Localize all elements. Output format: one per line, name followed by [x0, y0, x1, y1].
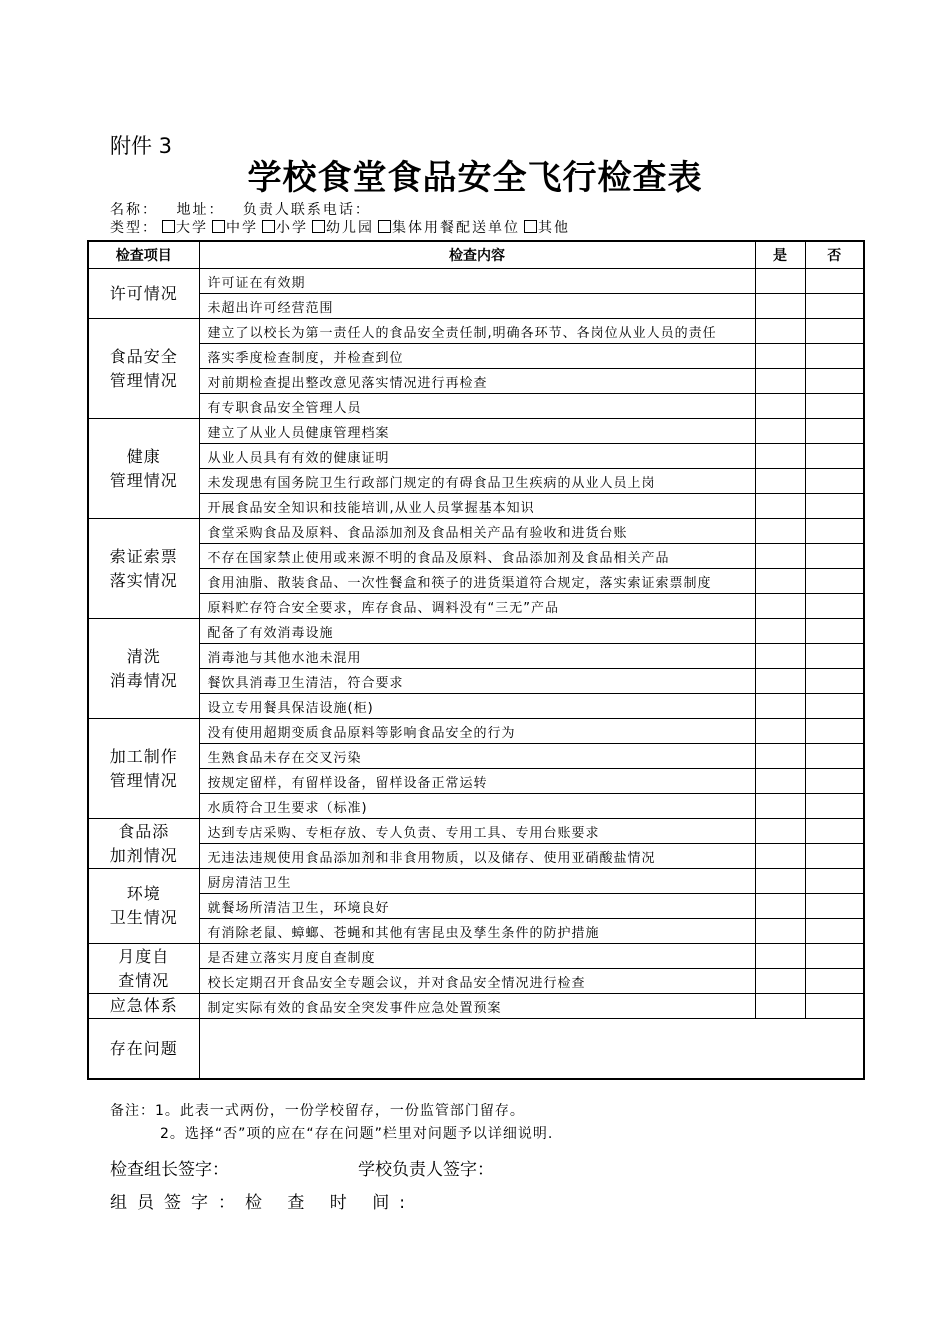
table-row [88, 394, 864, 419]
check-item: 食用油脂、散装食品、一次性餐盒和筷子的进货渠道符合规定，落实索证索票制度 [199, 569, 755, 594]
no-cell[interactable] [805, 569, 864, 594]
no-cell[interactable] [805, 444, 864, 469]
table-row [88, 794, 864, 819]
no-cell[interactable] [805, 719, 864, 744]
no-cell[interactable] [805, 819, 864, 844]
category-label: 管理情况 [109, 370, 178, 390]
table-row [88, 569, 864, 594]
table-row [88, 444, 864, 469]
no-cell[interactable] [805, 369, 864, 394]
no-cell[interactable] [805, 769, 864, 794]
yes-cell[interactable] [755, 969, 805, 994]
no-cell[interactable] [805, 644, 864, 669]
issues-row [88, 1019, 864, 1080]
table-row [88, 594, 864, 619]
type-option-label: 幼儿园 [326, 220, 374, 236]
yes-cell[interactable] [755, 694, 805, 719]
notes [110, 1100, 553, 1146]
check-item: 按规定留样，有留样设备，留样设备正常运转 [199, 769, 755, 794]
table-row [88, 744, 864, 769]
inspection-table [87, 240, 865, 1080]
category-label: 清洗 [126, 646, 161, 666]
checkbox-icon[interactable] [212, 220, 225, 233]
yes-cell[interactable] [755, 844, 805, 869]
table-row [88, 519, 864, 544]
attachment-label: 附件 3 [110, 134, 173, 158]
category-cell [88, 269, 199, 319]
category-cell [88, 419, 199, 519]
yes-cell[interactable] [755, 744, 805, 769]
issues-field[interactable] [199, 1019, 864, 1080]
yes-cell[interactable] [755, 769, 805, 794]
no-cell[interactable] [805, 744, 864, 769]
table-row [88, 294, 864, 319]
category-label: 环境 [126, 884, 161, 903]
category-label: 索证索票 [109, 546, 178, 566]
category-label: 应急体系 [109, 996, 178, 1015]
yes-cell[interactable] [755, 544, 805, 569]
type-label: 类型： [110, 220, 158, 236]
no-cell[interactable] [805, 319, 864, 344]
no-cell[interactable] [805, 594, 864, 619]
yes-cell[interactable] [755, 619, 805, 644]
yes-cell[interactable] [755, 569, 805, 594]
no-cell[interactable] [805, 794, 864, 819]
table-row [88, 994, 864, 1019]
no-cell[interactable] [805, 619, 864, 644]
table-row [88, 494, 864, 519]
check-item: 没有使用超期变质食品原料等影响食品安全的行为 [199, 719, 755, 744]
column-header-content: 检查内容 [199, 241, 755, 269]
category-label: 健康 [126, 446, 161, 466]
category-cell [88, 319, 199, 419]
no-cell[interactable] [805, 869, 864, 894]
category-cell [88, 619, 199, 719]
document-title: 学校食堂食品安全飞行检查表 [247, 158, 703, 198]
table-row [88, 769, 864, 794]
table-row [88, 369, 864, 394]
check-item: 对前期检查提出整改意见落实情况进行再检查 [199, 369, 755, 394]
yes-cell[interactable] [755, 394, 805, 419]
header-fields [110, 199, 383, 219]
table-row [88, 319, 864, 344]
category-label: 查情况 [118, 970, 170, 990]
table-row [88, 544, 864, 569]
table-row [88, 469, 864, 494]
table-row [88, 619, 864, 644]
check-item: 许可证在有效期 [199, 269, 755, 294]
category-label: 食品安全 [109, 346, 178, 366]
check-item: 水质符合卫生要求（标准) [199, 794, 755, 819]
check-item: 未超出许可经营范围 [199, 294, 755, 319]
checkbox-icon[interactable] [262, 220, 275, 233]
category-label: 食品添 [118, 821, 170, 841]
category-cell [88, 994, 199, 1019]
table-row [88, 344, 864, 369]
table-row [88, 969, 864, 994]
no-cell[interactable] [805, 669, 864, 694]
table-row [88, 669, 864, 694]
check-item: 配备了有效消毒设施 [199, 619, 755, 644]
category-label: 消毒情况 [109, 670, 178, 690]
table-row [88, 844, 864, 869]
check-item: 是否建立落实月度自查制度 [199, 944, 755, 969]
table-body [88, 269, 864, 1019]
check-item: 无违法违规使用食品添加剂和非食用物质，以及储存、使用亚硝酸盐情况 [199, 844, 755, 869]
category-cell [88, 519, 199, 619]
no-cell[interactable] [805, 344, 864, 369]
yes-cell[interactable] [755, 269, 805, 294]
check-item: 食堂采购食品及原料、食品添加剂及食品相关产品有验收和进货台账 [199, 519, 755, 544]
check-item: 未发现患有国务院卫生行政部门规定的有碍食品卫生疾病的从业人员上岗 [199, 469, 755, 494]
yes-cell[interactable] [755, 319, 805, 344]
yes-cell[interactable] [755, 719, 805, 744]
signature-row [110, 1155, 494, 1180]
yes-cell[interactable] [755, 369, 805, 394]
check-item: 达到专店采购、专柜存放、专人负责、专用工具、专用台账要求 [199, 819, 755, 844]
no-cell[interactable] [805, 519, 864, 544]
table-row [88, 269, 864, 294]
no-cell[interactable] [805, 969, 864, 994]
no-cell[interactable] [805, 469, 864, 494]
checkbox-icon[interactable] [312, 220, 325, 233]
check-item: 不存在国家禁止使用或来源不明的食品及原料、食品添加剂及食品相关产品 [199, 544, 755, 569]
table-row [88, 719, 864, 744]
no-cell[interactable] [805, 394, 864, 419]
yes-cell[interactable] [755, 819, 805, 844]
type-options [158, 220, 570, 236]
note-2: 2。选择“否”项的应在“存在问题”栏里对问题予以详细说明. [160, 1126, 554, 1142]
table-row [88, 894, 864, 919]
category-label: 卫生情况 [109, 908, 178, 927]
no-cell[interactable] [805, 494, 864, 519]
category-label: 许可情况 [109, 283, 178, 303]
yes-cell[interactable] [755, 469, 805, 494]
check-item: 从业人员具有有效的健康证明 [199, 444, 755, 469]
yes-cell[interactable] [755, 794, 805, 819]
category-label: 管理情况 [109, 470, 178, 490]
type-option-label: 大学 [176, 220, 208, 236]
no-cell[interactable] [805, 919, 864, 944]
check-item: 设立专用餐具保洁设施(柜) [199, 694, 755, 719]
yes-cell[interactable] [755, 344, 805, 369]
no-cell[interactable] [805, 894, 864, 919]
no-cell[interactable] [805, 844, 864, 869]
check-item: 厨房清洁卫生 [199, 869, 755, 894]
no-cell[interactable] [805, 294, 864, 319]
checkbox-icon[interactable] [524, 220, 537, 233]
no-cell[interactable] [805, 419, 864, 444]
category-label: 落实情况 [109, 570, 178, 590]
no-cell[interactable] [805, 269, 864, 294]
no-cell[interactable] [805, 544, 864, 569]
column-header-no: 否 [805, 241, 864, 269]
yes-cell[interactable] [755, 444, 805, 469]
column-header-yes: 是 [755, 241, 805, 269]
members-signature-label: 组员签字：检 查 时 间: [110, 1193, 415, 1213]
yes-cell[interactable] [755, 644, 805, 669]
table-row [88, 919, 864, 944]
check-item: 原料贮存符合安全要求，库存食品、调料没有“三无”产品 [199, 594, 755, 619]
yes-cell[interactable] [755, 669, 805, 694]
type-option-label: 中学 [226, 220, 258, 236]
category-cell [88, 719, 199, 819]
type-option-label: 其他 [538, 220, 570, 236]
yes-cell[interactable] [755, 294, 805, 319]
category-cell [88, 869, 199, 944]
yes-cell[interactable] [755, 594, 805, 619]
type-option-label: 小学 [276, 220, 308, 236]
category-cell [88, 944, 199, 994]
yes-cell[interactable] [755, 894, 805, 919]
yes-cell[interactable] [755, 419, 805, 444]
table-row [88, 869, 864, 894]
principal-signature-label: 学校负责人签字： [358, 1160, 494, 1180]
address-label: 地址： [176, 202, 225, 218]
contact-label: 负责人联系电话： [242, 202, 371, 218]
column-header-item: 检查项目 [88, 241, 199, 269]
table-header-row [88, 241, 864, 269]
yes-cell[interactable] [755, 919, 805, 944]
check-item: 有消除老鼠、蟑螂、苍蝇和其他有害昆虫及孳生条件的防护措施 [199, 919, 755, 944]
check-item: 校长定期召开食品安全专题会议，并对食品安全情况进行检查 [199, 969, 755, 994]
check-item: 餐饮具消毒卫生清洁，符合要求 [199, 669, 755, 694]
table-row [88, 819, 864, 844]
category-label: 月度自 [118, 946, 170, 966]
table-row [88, 644, 864, 669]
category-label: 加工制作 [109, 746, 178, 766]
table-row [88, 944, 864, 969]
type-options-row [110, 217, 570, 237]
check-item: 开展食品安全知识和技能培训,从业人员掌握基本知识 [199, 494, 755, 519]
issues-label: 存在问题 [88, 1019, 199, 1080]
checkbox-icon[interactable] [378, 220, 391, 233]
yes-cell[interactable] [755, 519, 805, 544]
leader-signature-label: 检查组长签字： [110, 1160, 229, 1180]
check-item: 落实季度检查制度，并检查到位 [199, 344, 755, 369]
type-option-label: 集体用餐配送单位 [392, 220, 520, 236]
table-row [88, 419, 864, 444]
category-label: 管理情况 [109, 770, 178, 790]
category-cell [88, 819, 199, 869]
no-cell[interactable] [805, 944, 864, 969]
name-label: 名称： [110, 202, 158, 218]
check-item: 有专职食品安全管理人员 [199, 394, 755, 419]
check-item: 建立了以校长为第一责任人的食品安全责任制,明确各环节、各岗位从业人员的责任 [199, 319, 755, 344]
yes-cell[interactable] [755, 944, 805, 969]
check-item: 就餐场所清洁卫生，环境良好 [199, 894, 755, 919]
no-cell[interactable] [805, 694, 864, 719]
table-row [88, 694, 864, 719]
yes-cell[interactable] [755, 994, 805, 1019]
check-item: 制定实际有效的食品安全突发事件应急处置预案 [199, 994, 755, 1019]
check-item: 消毒池与其他水池未混用 [199, 644, 755, 669]
no-cell[interactable] [805, 994, 864, 1019]
yes-cell[interactable] [755, 494, 805, 519]
check-item: 生熟食品未存在交叉污染 [199, 744, 755, 769]
check-item: 建立了从业人员健康管理档案 [199, 419, 755, 444]
category-label: 加剂情况 [109, 845, 178, 865]
note-1: 备注：1。此表一式两份，一份学校留存，一份监管部门留存。 [110, 1103, 525, 1119]
yes-cell[interactable] [755, 869, 805, 894]
checkbox-icon[interactable] [162, 220, 175, 233]
